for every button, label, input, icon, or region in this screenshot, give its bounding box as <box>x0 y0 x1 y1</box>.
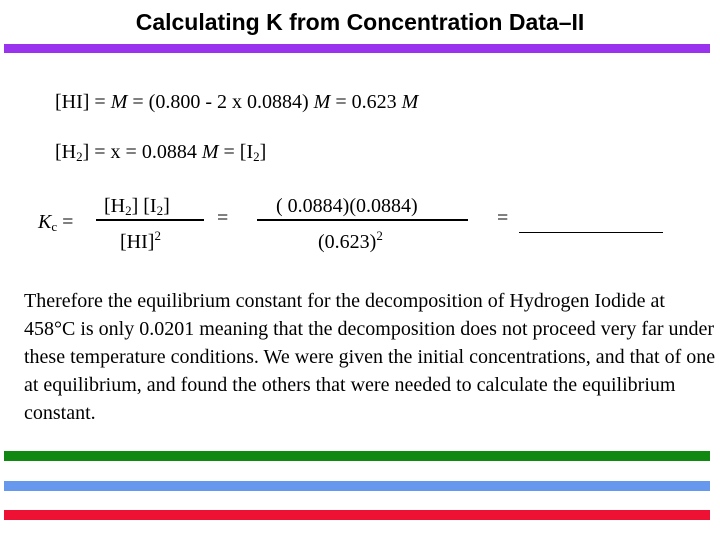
eq2-part1: [H <box>55 141 77 163</box>
eq2-sub1: 2 <box>76 149 83 164</box>
kc-fraction-bar <box>96 219 204 221</box>
h2-i2-concentration-equation <box>55 140 266 164</box>
purple-divider-bar <box>4 44 710 53</box>
kc-num-a-sub: 2 <box>125 203 132 218</box>
kc-eq: = <box>57 211 74 233</box>
values-den-sup: 2 <box>376 228 383 243</box>
kc-den-sup: 2 <box>154 228 161 243</box>
answer-blank-line <box>519 232 663 233</box>
green-divider-bar <box>4 451 710 461</box>
kc-sub: c <box>51 219 58 234</box>
eq2-molarity: M <box>201 141 219 163</box>
eq2-sub2: 2 <box>253 149 260 164</box>
values-fraction-bar <box>257 219 468 221</box>
eq2-part2: ] = x = 0.0884 <box>82 141 202 163</box>
kc-numerator <box>104 195 170 218</box>
kc-den-text: [HI] <box>120 231 155 253</box>
red-divider-bar <box>4 510 710 520</box>
kc-num-b: ] [I <box>131 195 157 217</box>
eq1-mid2: = 0.623 <box>330 91 402 113</box>
eq2-part3: = [I <box>218 141 254 163</box>
kc-num-a: [H <box>104 195 126 217</box>
values-numerator: ( 0.0884)(0.0884) <box>276 195 418 217</box>
hi-concentration-equation <box>55 90 418 114</box>
eq1-mid: = (0.800 - 2 x 0.0884) <box>127 91 314 113</box>
kc-num-b-sub: 2 <box>156 203 164 218</box>
kc-k: K <box>38 211 52 233</box>
kc-label <box>38 211 73 234</box>
equals-sign-2: = <box>497 207 509 229</box>
blue-divider-bar <box>4 481 710 491</box>
kc-num-c: ] <box>163 195 170 217</box>
eq1-molarity-1: M <box>110 91 128 113</box>
slide-title: Calculating K from Concentration Data–II <box>135 9 585 35</box>
equals-sign-1: = <box>217 207 229 229</box>
eq1-molarity-2: M <box>313 91 331 113</box>
eq1-prefix: [HI] = <box>55 91 111 113</box>
values-den-text: (0.623) <box>318 231 377 253</box>
kc-denominator <box>120 228 161 254</box>
eq2-part4: ] <box>259 141 267 163</box>
conclusion-paragraph: Therefore the equilibrium constant for the decomposition of Hydrogen Iodide at 458°C is only 0.0201 meaning that the decomposition does not proceed very far under these temperature conditions. We were given the initial concentrations, and that of one at equilibrium, and found the others that were needed to calculate the equilibrium constant. <box>24 290 716 424</box>
values-denominator <box>318 228 383 254</box>
eq1-molarity-3: M <box>401 91 419 113</box>
